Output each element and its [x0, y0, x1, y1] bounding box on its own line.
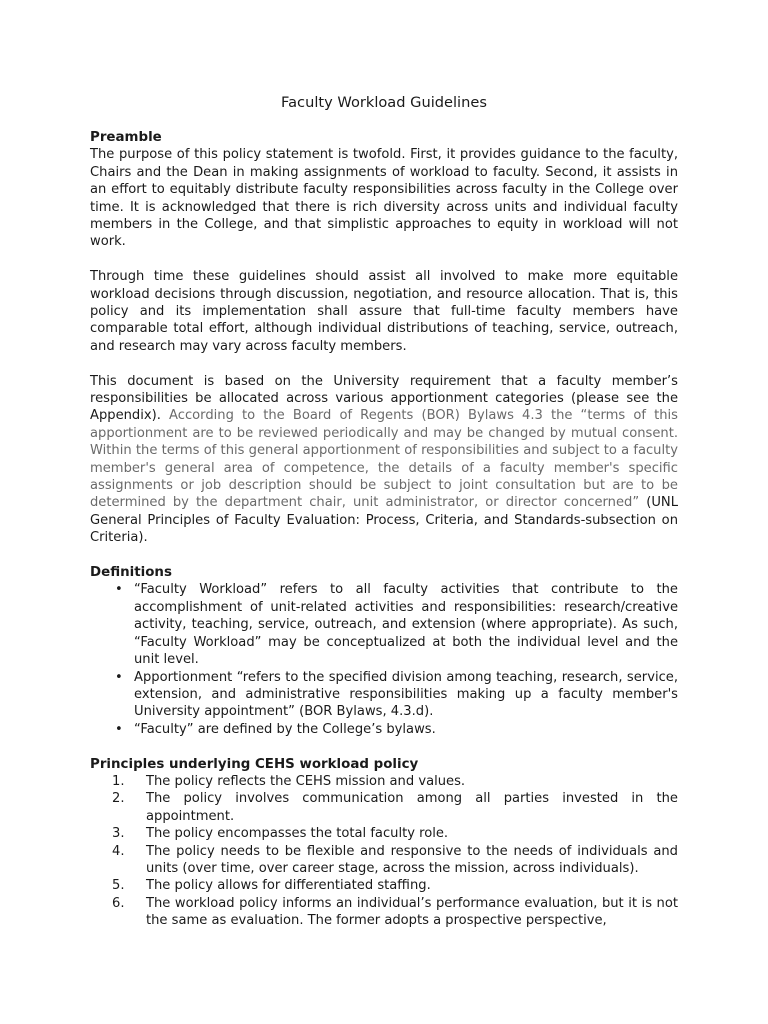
list-item [90, 721, 678, 738]
item-number: 5. [112, 878, 125, 894]
item-number: 4. [112, 843, 125, 859]
definition-text: “Faculty” are defined by the College’s bylaws. [134, 721, 436, 737]
definitions-heading: Definitions [90, 565, 172, 581]
item-number: 6. [112, 895, 125, 911]
principle-text: The policy encompasses the total faculty role. [146, 826, 449, 842]
definitions-list [90, 581, 678, 738]
list-item [90, 581, 678, 668]
item-number: 3. [112, 826, 125, 842]
item-number: 1. [112, 773, 125, 789]
principle-text: The policy reflects the CEHS mission and values. [146, 773, 466, 789]
paragraph-gap [90, 251, 678, 268]
bor-bylaws-quote: According to the Board of Regents (BOR) Bylaws 4.3 the “terms of this apportionment are to be reviewed periodically and may be changed by mutual consent. Within the terms of this general apportionment of responsibilities and subject to a faculty member's general area of competence, the details of a faculty member's specific assignments or job description should be subject to joint consultation but are to be determined by the department chair, unit administrator, or director concerned” [90, 408, 678, 511]
principles-list [90, 773, 678, 930]
list-item [90, 790, 678, 825]
bullet-icon: • [115, 721, 123, 737]
preamble-heading: Preamble [90, 130, 162, 145]
preamble-paragraph-2: Through time these guidelines should assist all involved to make more equitable workload decisions through discussion, negotiation, and resource allocation. That is, this policy and its implementation shall assure that full-time faculty members have comparable total effort, although individual distributions of teaching, service, outreach, and research may vary across faculty members. [90, 269, 678, 354]
definition-text: “Faculty Workload” refers to all faculty activities that contribute to the accomplishment of unit-related activities and responsibilities: research/creative activity, teaching, service, outreach, and extension (where appropriate). As such, “Faculty Workload” may be conceptualized at both the individual level and the unit level. [134, 582, 678, 668]
preamble-paragraph-3 [90, 373, 678, 547]
preamble-paragraph-1: The purpose of this policy statement is twofold. First, it provides guidance to the faculty, Chairs and the Dean in making assignments of workload to faculty. Second, it assists in an effort to equitably distribute faculty responsibilities across faculty in the College over time. It is acknowledged that there is rich diversity across units and individual faculty members in the College, and that simplistic approaches to equity in workload will not work. [90, 147, 678, 250]
principle-text: The workload policy informs an individual’s performance evaluation, but it is not the same as evaluation. The former adopts a prospective perspective, [146, 895, 678, 929]
list-item [90, 773, 678, 790]
item-number: 2. [112, 791, 125, 807]
principle-text: The policy needs to be flexible and responsive to the needs of individuals and units (over time, over career stage, across the mission, across individuals). [146, 843, 678, 876]
bullet-icon: • [115, 582, 123, 598]
principle-text: The policy allows for differentiated staffing. [146, 878, 431, 894]
paragraph-3-citation: (UNL General Principles of Faculty Evaluation: Process, Criteria, and Standards-subsection on Criteria). [90, 495, 678, 546]
document-page [90, 93, 678, 930]
list-item [90, 669, 678, 721]
list-item [90, 825, 678, 842]
paragraph-gap [90, 355, 678, 372]
principles-heading: Principles underlying CEHS workload policy [90, 756, 419, 772]
document-title: Faculty Workload Guidelines [281, 94, 487, 111]
bullet-icon: • [115, 669, 123, 685]
paragraph-3-intro: This document is based on the University requirement that a faculty member’s responsibilities be allocated across various apportionment categories (please see the Appendix). [90, 373, 678, 424]
paragraph-gap [90, 738, 678, 755]
paragraph-gap [90, 547, 678, 564]
list-item [90, 877, 678, 894]
principle-text: The policy involves communication among all parties invested in the appointment. [146, 791, 678, 824]
list-item [90, 843, 678, 878]
list-item [90, 895, 678, 930]
definition-text: Apportionment “refers to the specified division among teaching, research, service, extension, and administrative responsibilities making up a faculty member's University appointment” (BOR Bylaws, 4.3.d). [134, 669, 678, 720]
